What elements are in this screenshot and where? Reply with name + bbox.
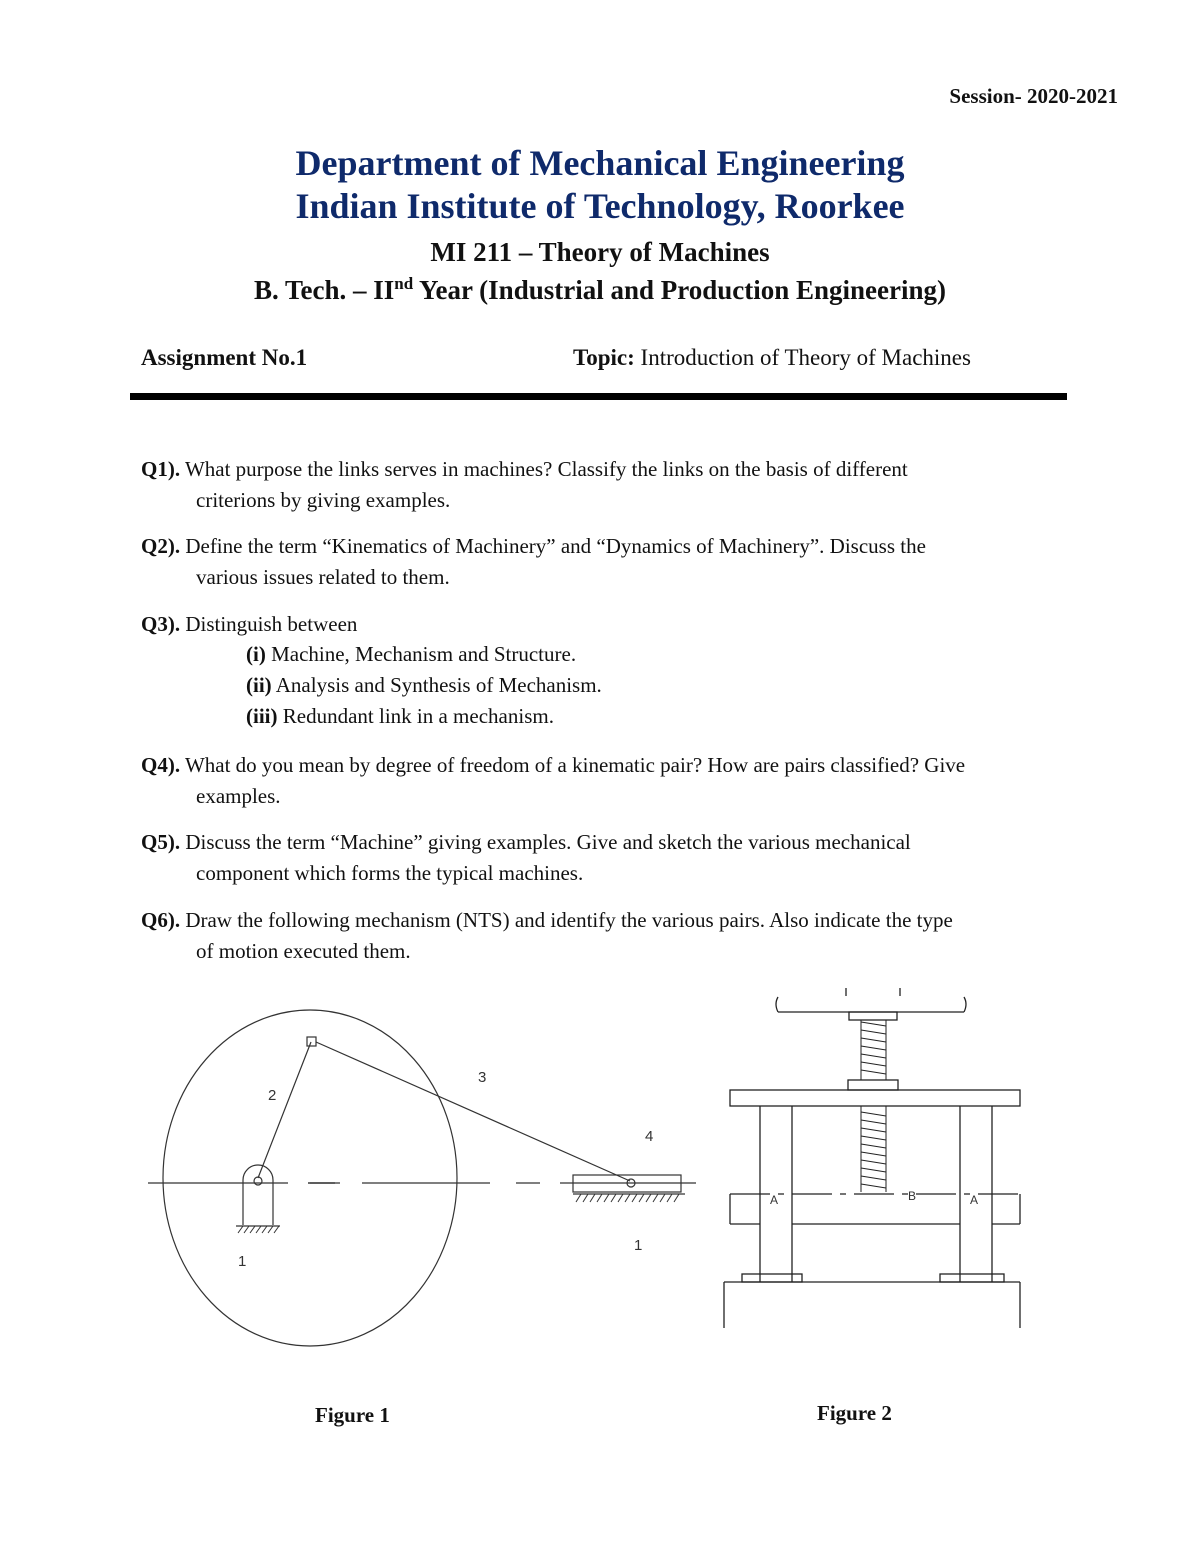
question-4-number: Q4).: [141, 753, 181, 777]
connecting-rod-link-3: [316, 1042, 630, 1181]
base-frame: [724, 1282, 1020, 1328]
question-4-line2: examples.: [196, 784, 281, 808]
topic-label: Topic:: [573, 345, 635, 370]
question-5-text: Discuss the term “Machine” giving examples. Give and sketch the various mechanical: [180, 830, 911, 854]
label-a-left: A: [770, 1193, 779, 1207]
question-1-line2: criterions by giving examples.: [196, 488, 451, 512]
figure-1-slider-crank-diagram: [140, 1000, 705, 1370]
question-2-line1: [141, 531, 1059, 562]
label-link-1-right: 1: [634, 1237, 643, 1254]
handle-right-end: [964, 997, 966, 1012]
question-4: [141, 750, 1059, 812]
question-2-text: Define the term “Kinematics of Machinery” and “Dynamics of Machinery”. Discuss the: [180, 534, 926, 558]
top-crossbeam: [730, 1090, 1020, 1106]
label-link-1-left: 1: [238, 1253, 247, 1270]
label-link-2: 2: [268, 1087, 277, 1104]
question-5: [141, 827, 1059, 889]
label-b-middle: B: [908, 1189, 917, 1203]
q3-item-3: [246, 704, 554, 729]
figure-1-caption: Figure 1: [315, 1403, 390, 1427]
program-sup: nd: [394, 274, 414, 293]
q3-item-1: [246, 642, 576, 667]
assignment-number: Assignment No.1: [141, 345, 308, 370]
question-6-text: Draw the following mechanism (NTS) and identify the various pairs. Also indicate the type: [180, 908, 953, 932]
right-foot-block: [940, 1274, 1004, 1282]
q3-item-2: [246, 673, 602, 698]
crank-path-circle: [163, 1010, 457, 1346]
question-3-number: Q3).: [141, 612, 181, 636]
department-title: Department of Mechanical Engineering: [295, 143, 905, 183]
question-6-line2: of motion executed them.: [196, 939, 411, 963]
question-2: [141, 531, 1059, 593]
crank-pivot: [254, 1177, 262, 1185]
question-3-text: Distinguish between: [180, 612, 358, 636]
screw-thread-lower: [861, 1112, 886, 1188]
question-5-line2: component which forms the typical machines.: [196, 861, 584, 885]
handle-left-end: [776, 997, 778, 1012]
q3-item-1-number: (i): [246, 642, 266, 666]
assignment-topic: [573, 345, 971, 371]
program-prefix: B. Tech. – II: [253, 275, 395, 305]
label-a-right: A: [970, 1193, 979, 1207]
question-3: [141, 609, 1059, 640]
label-link-3: 3: [478, 1069, 487, 1086]
question-5-number: Q5).: [141, 830, 181, 854]
figure-2-caption: Figure 2: [817, 1401, 892, 1425]
q3-item-3-number: (iii): [246, 704, 278, 728]
ground-hatch-left: [238, 1226, 279, 1233]
question-6-line1: [141, 905, 1059, 936]
institute-title: Indian Institute of Technology, Roorkee: [295, 186, 905, 226]
question-1-number: Q1).: [141, 457, 181, 481]
crank-pin: [307, 1037, 316, 1046]
crank-link-2: [258, 1042, 311, 1178]
figure-2-screw-press-diagram: [716, 982, 1026, 1332]
question-6: [141, 905, 1059, 967]
ground-hatch-right: [576, 1194, 679, 1202]
course-title: MI 211 – Theory of Machines: [430, 237, 770, 267]
question-1: [141, 454, 1059, 516]
question-4-line1: [141, 750, 1059, 781]
screw-head-block: [849, 1012, 897, 1020]
question-2-line2: various issues related to them.: [196, 565, 450, 589]
program-title: [0, 274, 1200, 306]
q3-item-3-text: Redundant link in a mechanism.: [277, 704, 554, 728]
topic-text: Introduction of Theory of Machines: [634, 345, 971, 370]
pivot-support: [243, 1165, 273, 1225]
program-suffix: Year (Industrial and Production Engineering): [413, 275, 947, 305]
session-label: Session- 2020-2021: [949, 84, 1118, 108]
q3-item-1-text: Machine, Mechanism and Structure.: [265, 642, 577, 666]
question-2-number: Q2).: [141, 534, 181, 558]
question-4-text: What do you mean by degree of freedom of a kinematic pair? How are pairs classified? Give: [180, 753, 966, 777]
question-3-line1: [141, 609, 1059, 640]
question-1-text: What purpose the links serves in machines? Classify the links on the basis of different: [180, 457, 908, 481]
q3-item-2-text: Analysis and Synthesis of Mechanism.: [271, 673, 602, 697]
screw-thread-upper: [861, 1022, 886, 1074]
q3-item-2-number: (ii): [246, 673, 272, 697]
question-5-line1: [141, 827, 1059, 858]
left-foot-block: [742, 1274, 802, 1282]
nut-block: [848, 1080, 898, 1090]
question-1-line1: [141, 454, 1059, 485]
header-divider: [130, 393, 1067, 400]
label-link-4: 4: [645, 1128, 654, 1145]
question-6-number: Q6).: [141, 908, 181, 932]
